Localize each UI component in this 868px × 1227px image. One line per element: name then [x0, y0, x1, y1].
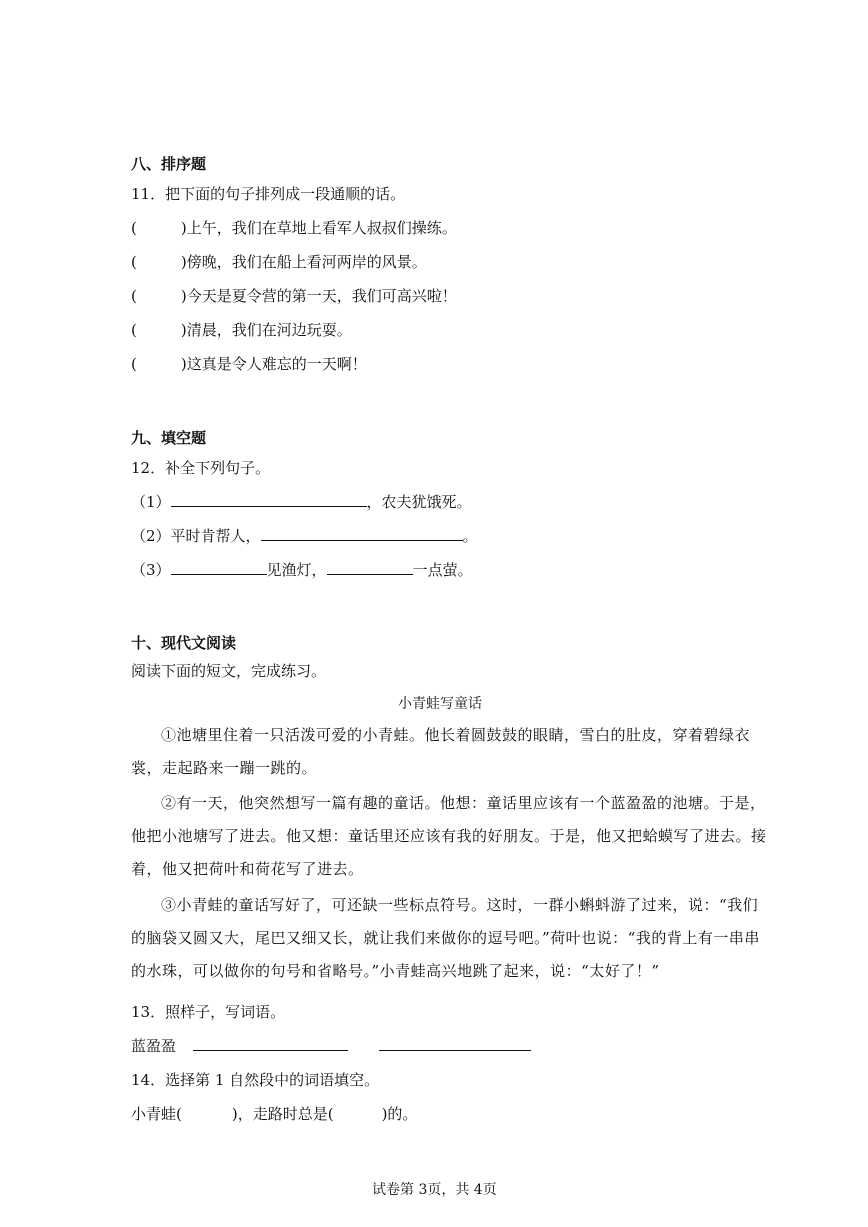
fill-blank[interactable] [171, 490, 367, 507]
fill-line-3 [131, 558, 473, 580]
section-10-heading: 十、现代文阅读 [131, 634, 237, 652]
fill-blank[interactable] [171, 558, 267, 575]
order-item [131, 353, 367, 374]
fill-blank[interactable] [327, 558, 413, 575]
order-item [131, 217, 457, 238]
order-item-text: )傍晚，我们在船上看河两岸的风景。 [180, 253, 427, 271]
order-item [131, 285, 457, 306]
fill-blank[interactable] [261, 524, 463, 541]
fill-line-1 [131, 490, 472, 512]
question-14-fill [131, 1103, 417, 1124]
passage-title: 小青蛙写童话 [398, 696, 482, 712]
question-11: 11．把下面的句子排列成一段通顺的话。 [131, 185, 406, 203]
passage-paragraph-2: ②有一天，他突然想写一篇有趣的童话。他想：童话里应该有一个蓝盈盈的池塘。于是，他把小池塘写了进去。他又想：童话里还应该有我的好朋友。于是，他又把蛤蟆写了进去。接着，他又把荷叶和荷花写了进去。 [131, 794, 767, 878]
fill-label: （1） [131, 493, 171, 511]
order-item-text: )这真是令人难忘的一天啊！ [180, 355, 367, 373]
word-blank-1[interactable] [193, 1050, 348, 1051]
fill-text: 见渔灯， [266, 561, 327, 579]
open-paren: ( [131, 355, 137, 373]
fill-text: 小青蛙( [131, 1105, 182, 1123]
fill-label: （2）平时肯帮人， [131, 527, 261, 545]
fill-text: ，农夫犹饿死。 [366, 493, 472, 511]
order-item [131, 319, 352, 340]
question-14: 14．选择第 1 自然段中的词语填空。 [131, 1071, 380, 1089]
passage-paragraph-1: ①池塘里住着一只活泼可爱的小青蛙。他长着圆鼓鼓的眼睛，雪白的肚皮，穿着碧绿衣裳，走起路来一蹦一跳的。 [131, 726, 751, 777]
fill-text: 。 [462, 527, 478, 545]
order-item-text: )清晨，我们在河边玩耍。 [180, 321, 352, 339]
word-blank-2[interactable] [379, 1050, 531, 1051]
question-13: 13．照样子，写词语。 [131, 1003, 286, 1021]
fill-label: （3） [131, 561, 171, 579]
fill-line-2 [131, 524, 478, 546]
question-12: 12．补全下列句子。 [131, 459, 271, 477]
open-paren: ( [131, 219, 137, 237]
open-paren: ( [131, 287, 137, 305]
section-9-heading: 九、填空题 [131, 429, 207, 447]
open-paren: ( [131, 321, 137, 339]
passage-paragraph-3: ③小青蛙的童话写好了，可还缺一些标点符号。这时，一群小蝌蚪游了过来，说：“我们的脑袋又圆又大，尾巴又细又长，就让我们来做你的逗号吧。”荷叶也说：“我的背上有一串串的水珠，可以做你的句号和省略号。”小青蛙高兴地跳了起来，说：“太好了！” [131, 896, 760, 980]
fill-text: 一点萤。 [412, 561, 473, 579]
open-paren: ( [131, 253, 137, 271]
order-item-text: )今天是夏令营的第一天，我们可高兴啦！ [180, 287, 457, 305]
page-footer: 试卷第 3页，共 4页 [372, 1182, 497, 1198]
fill-text: )，走路时总是( [231, 1105, 334, 1123]
example-word: 蓝盈盈 [131, 1037, 177, 1055]
fill-text: )的。 [381, 1105, 418, 1123]
order-item-text: )上午，我们在草地上看军人叔叔们操练。 [180, 219, 457, 237]
order-item [131, 251, 427, 272]
reading-intro: 阅读下面的短文，完成练习。 [131, 662, 327, 680]
section-8-heading: 八、排序题 [131, 155, 207, 173]
